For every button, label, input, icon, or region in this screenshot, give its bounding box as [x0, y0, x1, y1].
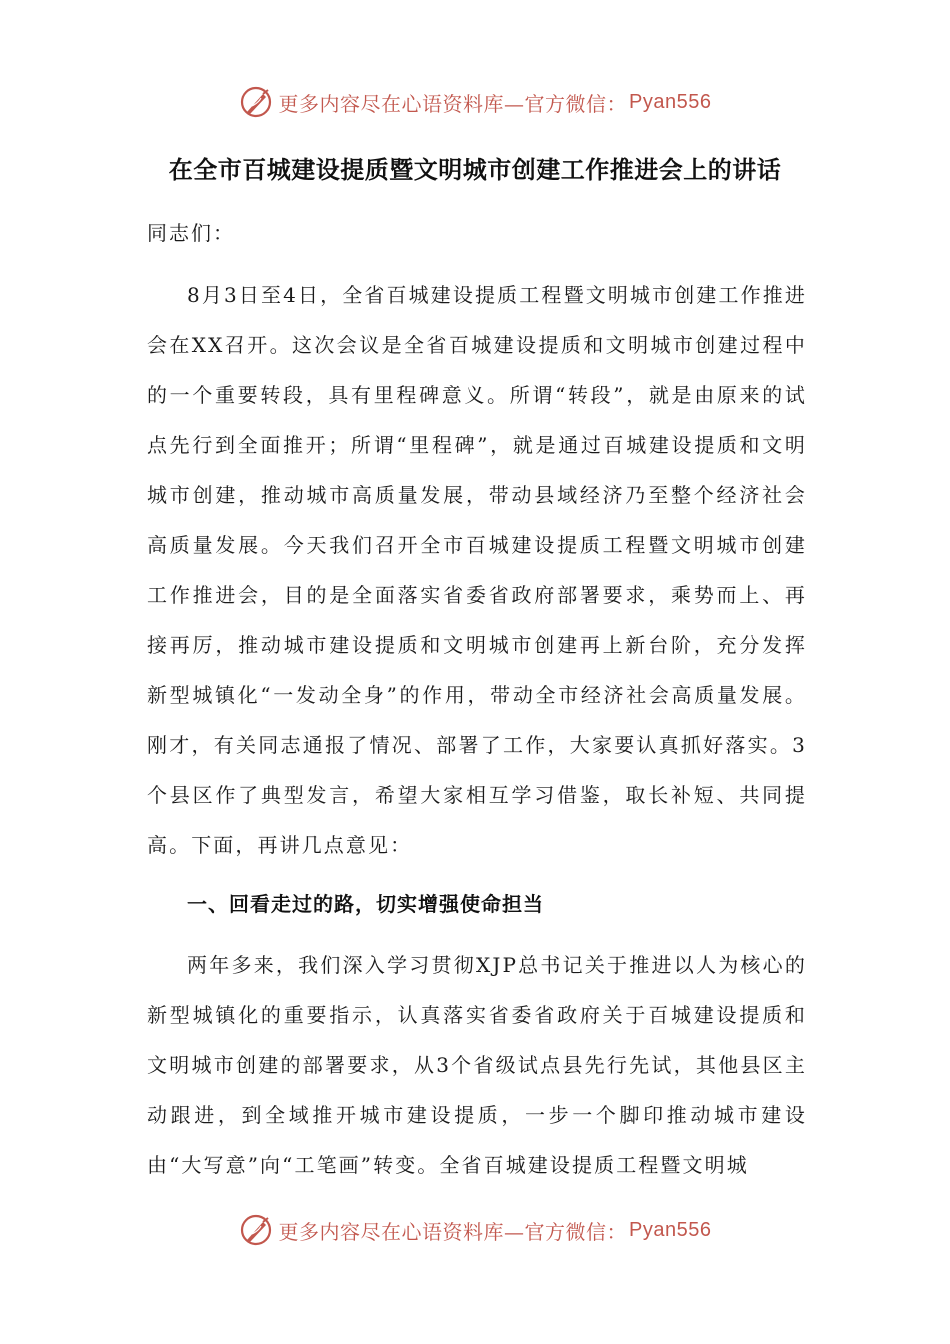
wechat-id: Pyan556 — [629, 1218, 712, 1241]
quill-pen-logo-icon — [239, 85, 273, 119]
watermark-text: 更多内容尽在心语资料库—官方微信： — [278, 1219, 628, 1244]
section-heading-1: 一、回看走过的路，切实增强使命担当 — [187, 892, 544, 916]
quill-pen-logo-icon — [239, 1213, 273, 1247]
document-title: 在全市百城建设提质暨文明城市创建工作推进会上的讲话 — [168, 155, 782, 184]
wechat-id: Pyan556 — [629, 90, 712, 113]
footer-watermark-banner — [0, 1210, 950, 1250]
salutation: 同志们： — [147, 221, 235, 245]
watermark-text: 更多内容尽在心语资料库—官方微信： — [278, 91, 628, 116]
header-watermark-banner — [0, 82, 950, 122]
body-paragraph-2: 两年多来，我们深入学习贯彻XJP总书记关于推进以人为核心的新型城镇化的重要指示，认真落实省委省政府关于百城建设提质和文明城市创建的部署要求，从3个省级试点县先行先试，其他县区主动跟进，到全域推开城市建设提质，一步一个脚印推动城市建设由“大写意”向“工笔画”转变。全省百城建设提质工程暨文明城 — [147, 953, 807, 1177]
body-paragraph-1: 8月3日至4日，全省百城建设提质工程暨文明城市创建工作推进会在XX召开。这次会议是全省百城建设提质和文明城市创建过程中的一个重要转段，具有里程碑意义。所谓“转段”，就是由原来的试点先行到全面推开；所谓“里程碑”，就是通过百城建设提质和文明城市创建，推动城市高质量发展，带动县域经济乃至整个经济社会高质量发展。今天我们召开全市百城建设提质工程暨文明城市创建工作推进会，目的是全面落实省委省政府部署要求，乘势而上、再接再厉，推动城市建设提质和文明城市创建再上新台阶，充分发挥新型城镇化“一发动全身”的作用，带动全市经济社会高质量发展。刚才，有关同志通报了情况、部署了工作，大家要认真抓好落实。3个县区作了典型发言，希望大家相互学习借鉴，取长补短、共同提高。下面，再讲几点意见： — [147, 283, 807, 857]
